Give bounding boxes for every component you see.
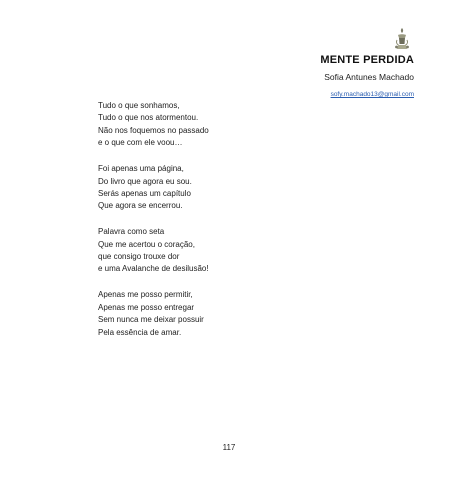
stanza [98,226,348,276]
stanza [98,289,348,339]
poem-line: Que agora se encerrou. [98,201,183,211]
poem-body [98,100,348,353]
poem-line: Serás apenas um capítulo [98,188,191,198]
ornamental-figure-icon [392,26,412,52]
poem-line: e o que com ele voou… [98,138,183,148]
poem-line: Foi apenas uma página, [98,164,184,174]
author-email-link[interactable]: sofy.machado13@gmail.com [330,91,414,98]
poem-line: Sem nunca me deixar possuir [98,315,204,325]
poem-line: Tudo o que sonhamos, [98,101,180,110]
page-number: 117 [222,443,236,452]
poem-line: Apenas me posso entregar [98,302,195,312]
poem-line: Que me acertou o coração, [98,239,195,249]
poem-line: Palavra como seta [98,227,165,237]
poem-line: e uma Avalanche de desilusão! [98,264,209,274]
poem-line: Não nos foquemos no passado [98,125,209,135]
poem-line: Do livro que agora eu sou. [98,176,192,186]
stanza [98,163,348,213]
poem-line: Apenas me posso permitir, [98,290,193,300]
poem-title: MENTE PERDIDA [320,54,414,66]
poem-line: Pela essência de amar. [98,327,182,337]
poem-header [320,53,414,101]
poem-line: que consigo trouxe dor [98,252,180,262]
author-name: Sofia Antunes Machado [324,72,414,82]
poem-line: Tudo o que nos atormentou. [98,113,199,123]
stanza [98,100,348,150]
